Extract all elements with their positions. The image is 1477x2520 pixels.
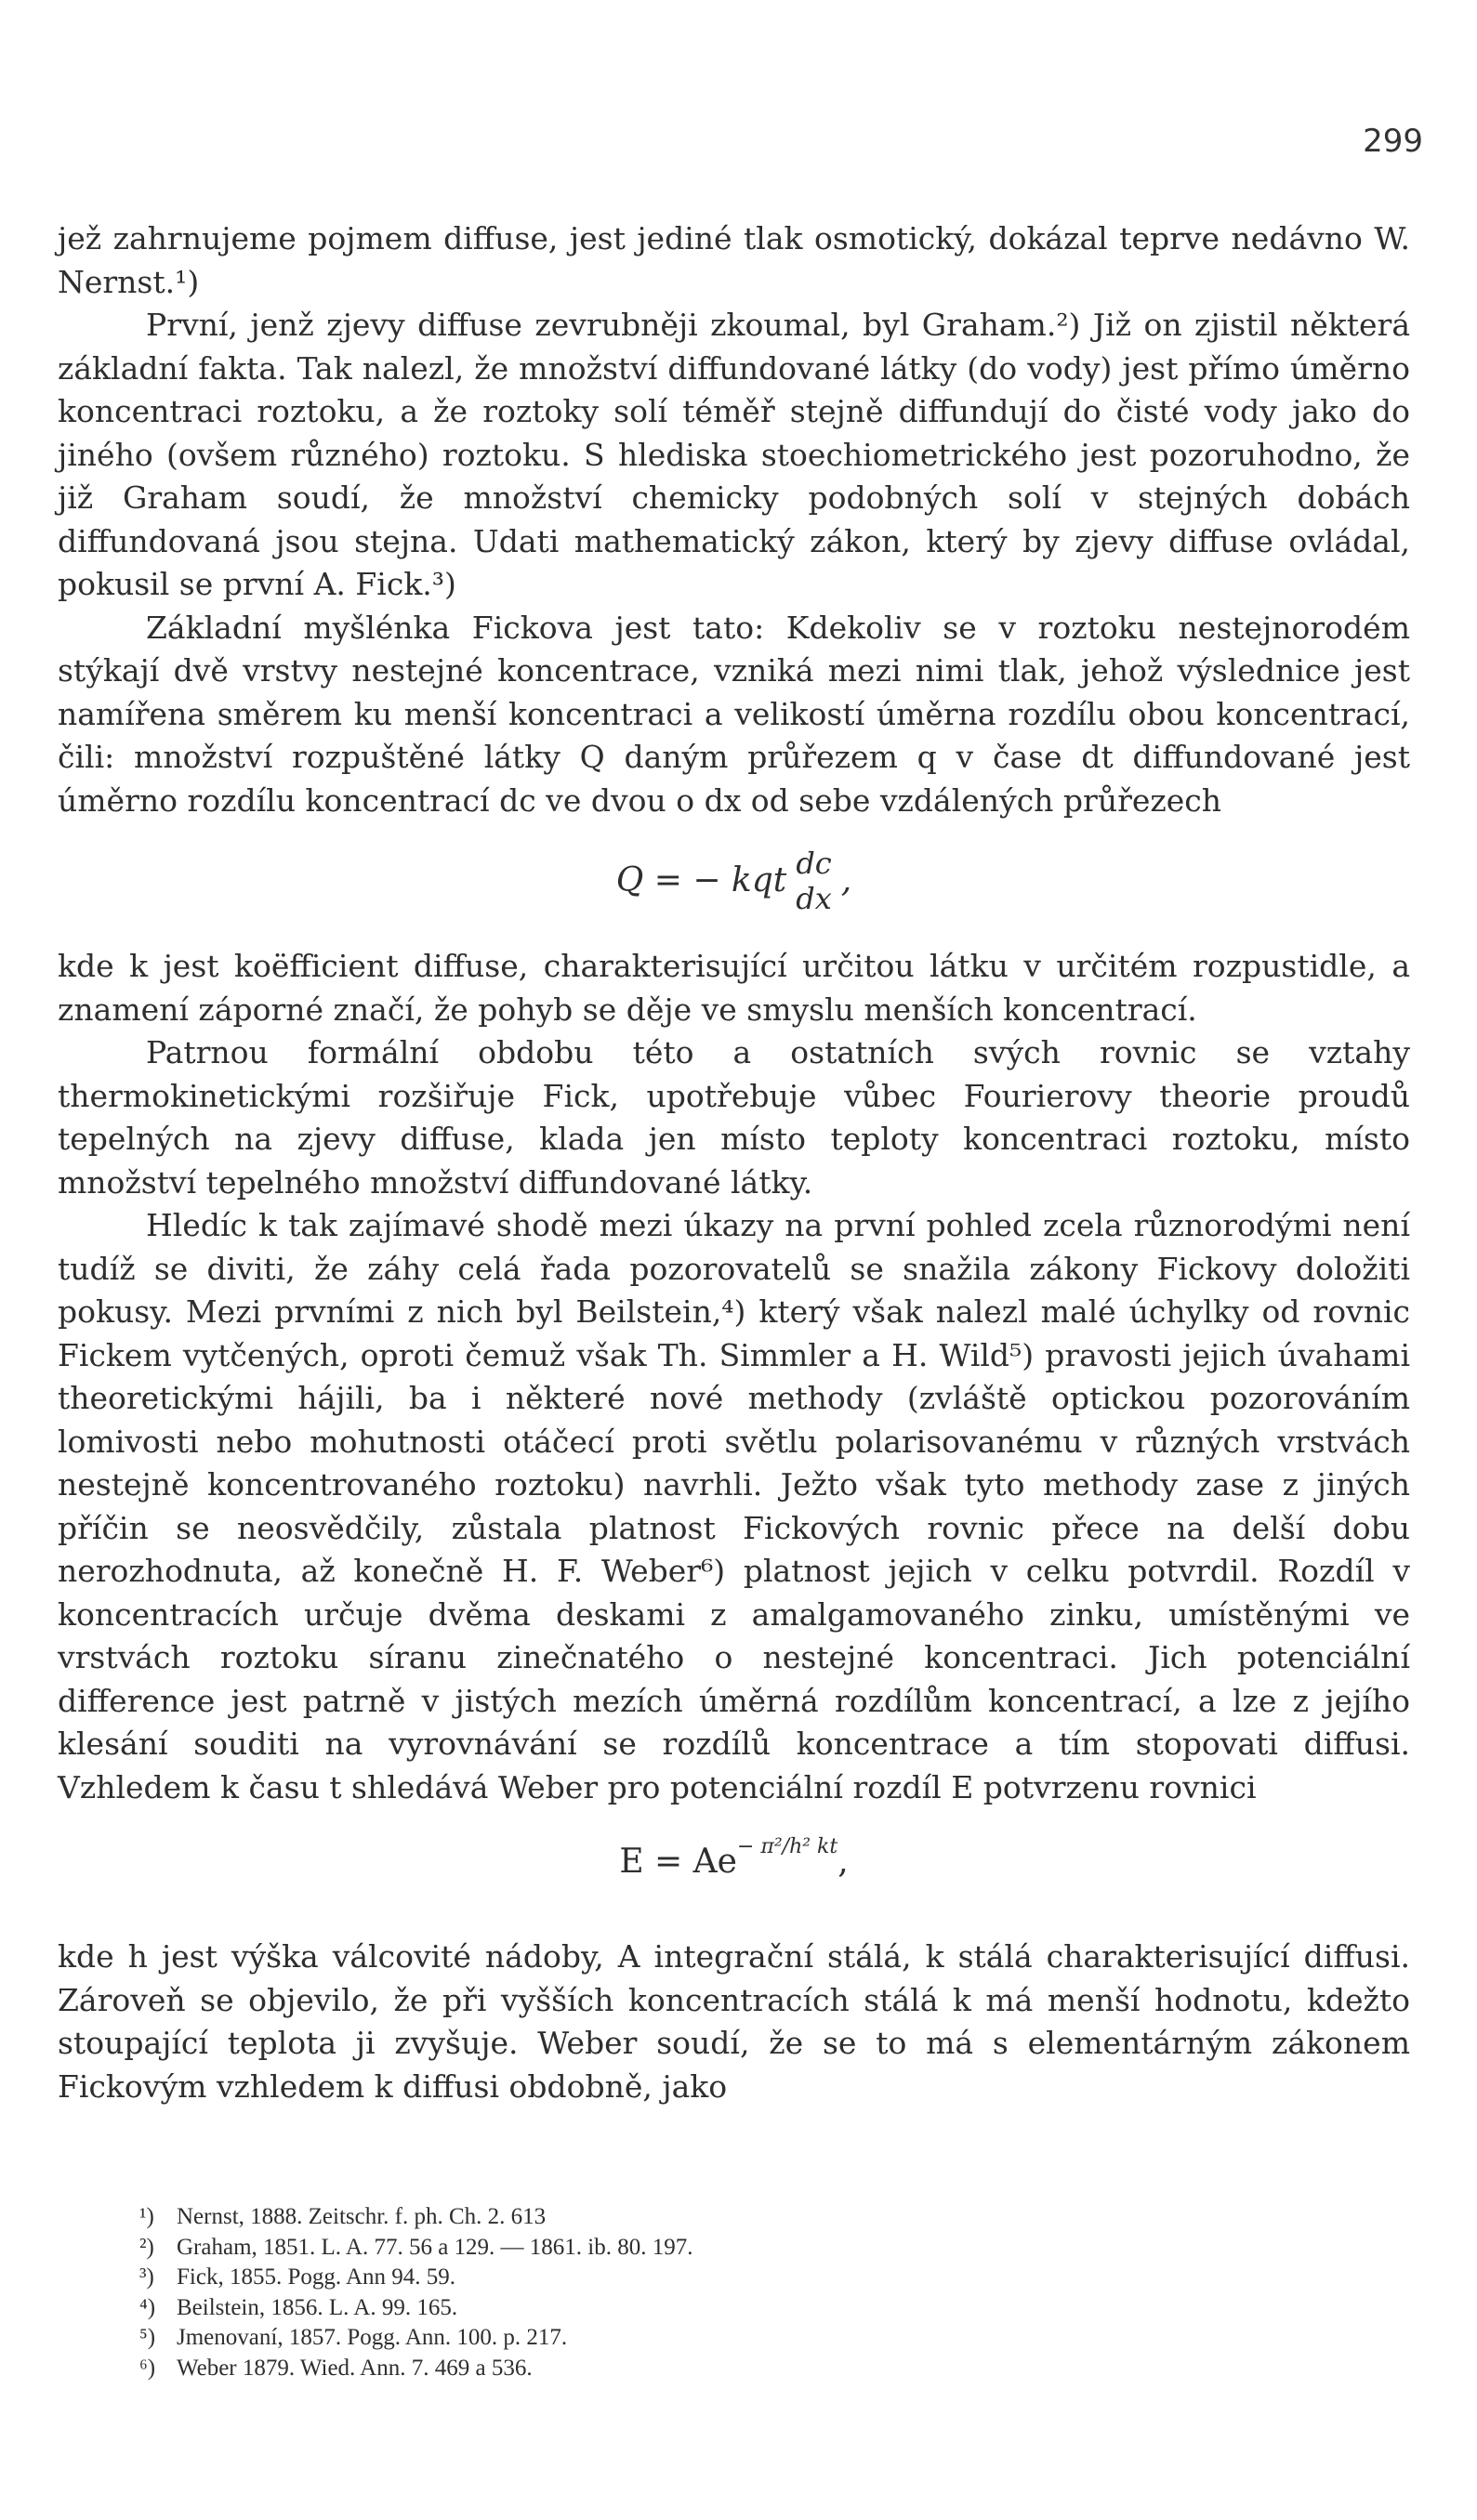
equation-fick-trail: ,	[840, 860, 852, 899]
paragraph-6: Hledíc k tak zajímavé shodě mezi úkazy na první pohled zcela různorodými není tudíž se diviti, že záhy celá řada pozorovatelů se snažila zákony Fickovy doložiti pokusy. Mezi prvními z nich byl Beilstein,⁴) který však nalezl malé úchylky od rovnic Fickem vytčených, oproti čemuž však Th. Simmler a H. Wild⁵) pravosti jejich úvahami theoretickými hájili, ba i některé nové methody (zvláště optickou pozorováním lomivosti nebo mohutnosti otáčecí proti světlu polarisovanému v různých vrstvách nestejně koncentrovaného roztoku) navrhli. Ježto však tyto methody zase z jiných příčin se neosvědčily, zůstala platnost Fickových rovnic přece na delší dobu nerozhodnuta, až konečně H. F. Weber⁶) platnost jejich v celku potvrdil. Rozdíl v koncentracích určuje dvěma deskami z amalgamovaného zinku, umístěnými ve vrstvách roztoku síranu zinečnatého o nestejné koncentraci. Jich potenciální difference jest patrně v jistých mezích úměrná rozdílům koncentrací, a lze z jejího klesání souditi na vyrovnávání se rozdílů koncentrace a tím stopovati diffusi. Vzhledem k času t shledává Weber pro potenciální rozdíl E potvrzenu rovnici	[58, 1207, 1410, 1805]
equation-fick	[58, 839, 1410, 923]
footnotes	[139, 2202, 1348, 2383]
equation-weber-base: E = Ae	[619, 1843, 737, 1881]
footnote-mark: ³)	[139, 2264, 154, 2290]
paragraph-2: První, jenž zjevy diffuse zevrubněji zkoumal, byl Graham.²) Již on zjistil některá základní fakta. Tak nalezl, že množství diffundované látky (do vody) jest přímo úměrno koncentraci roztoku, a že roztoky solí téměř stejně diffundují do čisté vody jako do jiného (ovšem různého) roztoku. S hlediska stoechiometrického jest pozoruhodno, že již Graham soudí, že množství chemicky podobných solí v stejných dobách diffundovaná jsou stejna. Udati mathematický zákon, který by zjevy diffuse ovládal, pokusil se první A. Fick.³)	[58, 307, 1410, 602]
paragraph-4: kde k jest koëfficient diffuse, charakterisující určitou látku v určitém rozpustidle, a znamení záporné značí, že pohyb se děje ve smyslu menších koncentrací.	[58, 948, 1410, 1028]
footnote-mark: ¹)	[139, 2204, 154, 2229]
footnote-text: Fick, 1855. Pogg. Ann 94. 59.	[177, 2264, 456, 2290]
equation-fick-fraction	[792, 846, 836, 916]
equation-weber-exponent: − π²/h² kt	[736, 1835, 838, 1858]
equation-fick-denominator: dx	[796, 881, 832, 916]
footnote-text: Jmenovaní, 1857. Pogg. Ann. 100. p. 217.	[177, 2325, 568, 2350]
footnote-mark: ⁶)	[139, 2355, 156, 2381]
paragraph-3: Základní myšlénka Fickova jest tato: Kdekoliv se v roztoku nestejnorodém stýkají dvě vrstvy nestejné koncentrace, vzniká mezi nimi tlak, jehož výslednice jest namířena směrem ku menší koncentraci a velikostí úměrna rozdílu obou koncentrací, čili: množství rozpuštěné látky Q daným průřezem q v čase dt diffundované jest úměrno rozdílu koncentrací dc ve dvou o dx od sebe vzdálených průřezech	[58, 609, 1410, 819]
footnote	[139, 2293, 1348, 2324]
equation-weber-trail: ,	[837, 1843, 849, 1881]
main-text	[58, 217, 1410, 2108]
paragraph-5: Patrnou formální obdobu této a ostatních svých rovnic se vztahy thermokinetickými rozšiřuje Fick, upotřebuje vůbec Fourierovy theorie proudů tepelných na zjevy diffuse, klada jen místo teploty koncentraci roztoku, místo množství tepelného množství diffundované látky.	[58, 1034, 1410, 1201]
footnote-text: Graham, 1851. L. A. 77. 56 a 129. — 1861. ib. 80. 197.	[177, 2234, 693, 2260]
footnote-text: Nernst, 1888. Zeitschr. f. ph. Ch. 2. 613	[177, 2204, 547, 2229]
footnote-mark: ²)	[139, 2234, 154, 2260]
footnote-text: Beilstein, 1856. L. A. 99. 165.	[177, 2294, 458, 2320]
footnote	[139, 2263, 1348, 2293]
footnote-text: Weber 1879. Wied. Ann. 7. 469 a 536.	[177, 2355, 533, 2381]
footnote-mark: ⁵)	[139, 2325, 156, 2350]
footnote	[139, 2323, 1348, 2354]
paragraph-7: kde h jest výška válcovité nádoby, A integrační stálá, k stálá charakterisující diffusi. Zároveň se objevilo, že při vyšších koncentracích stálá k má menší hodnotu, kdežto stoupající teplota ji zvyšuje. Weber soudí, že se to má s elementárným zákonem Fickovým vzhledem k diffusi obdobně, jako	[58, 1938, 1410, 2105]
equation-fick-numerator: dc	[796, 846, 832, 881]
footnote	[139, 2233, 1348, 2264]
footnote	[139, 2354, 1348, 2384]
equation-weber	[58, 1833, 1410, 1908]
equation-fick-left: Q = − kqt	[615, 860, 787, 899]
footnote-mark: ⁴)	[139, 2294, 156, 2320]
footnote	[139, 2202, 1348, 2233]
page-number: 299	[1363, 123, 1423, 160]
paragraph-1: jež zahrnujeme pojmem diffuse, jest jediné tlak osmotický, dokázal teprve nedávno W. Nernst.¹)	[58, 220, 1410, 300]
